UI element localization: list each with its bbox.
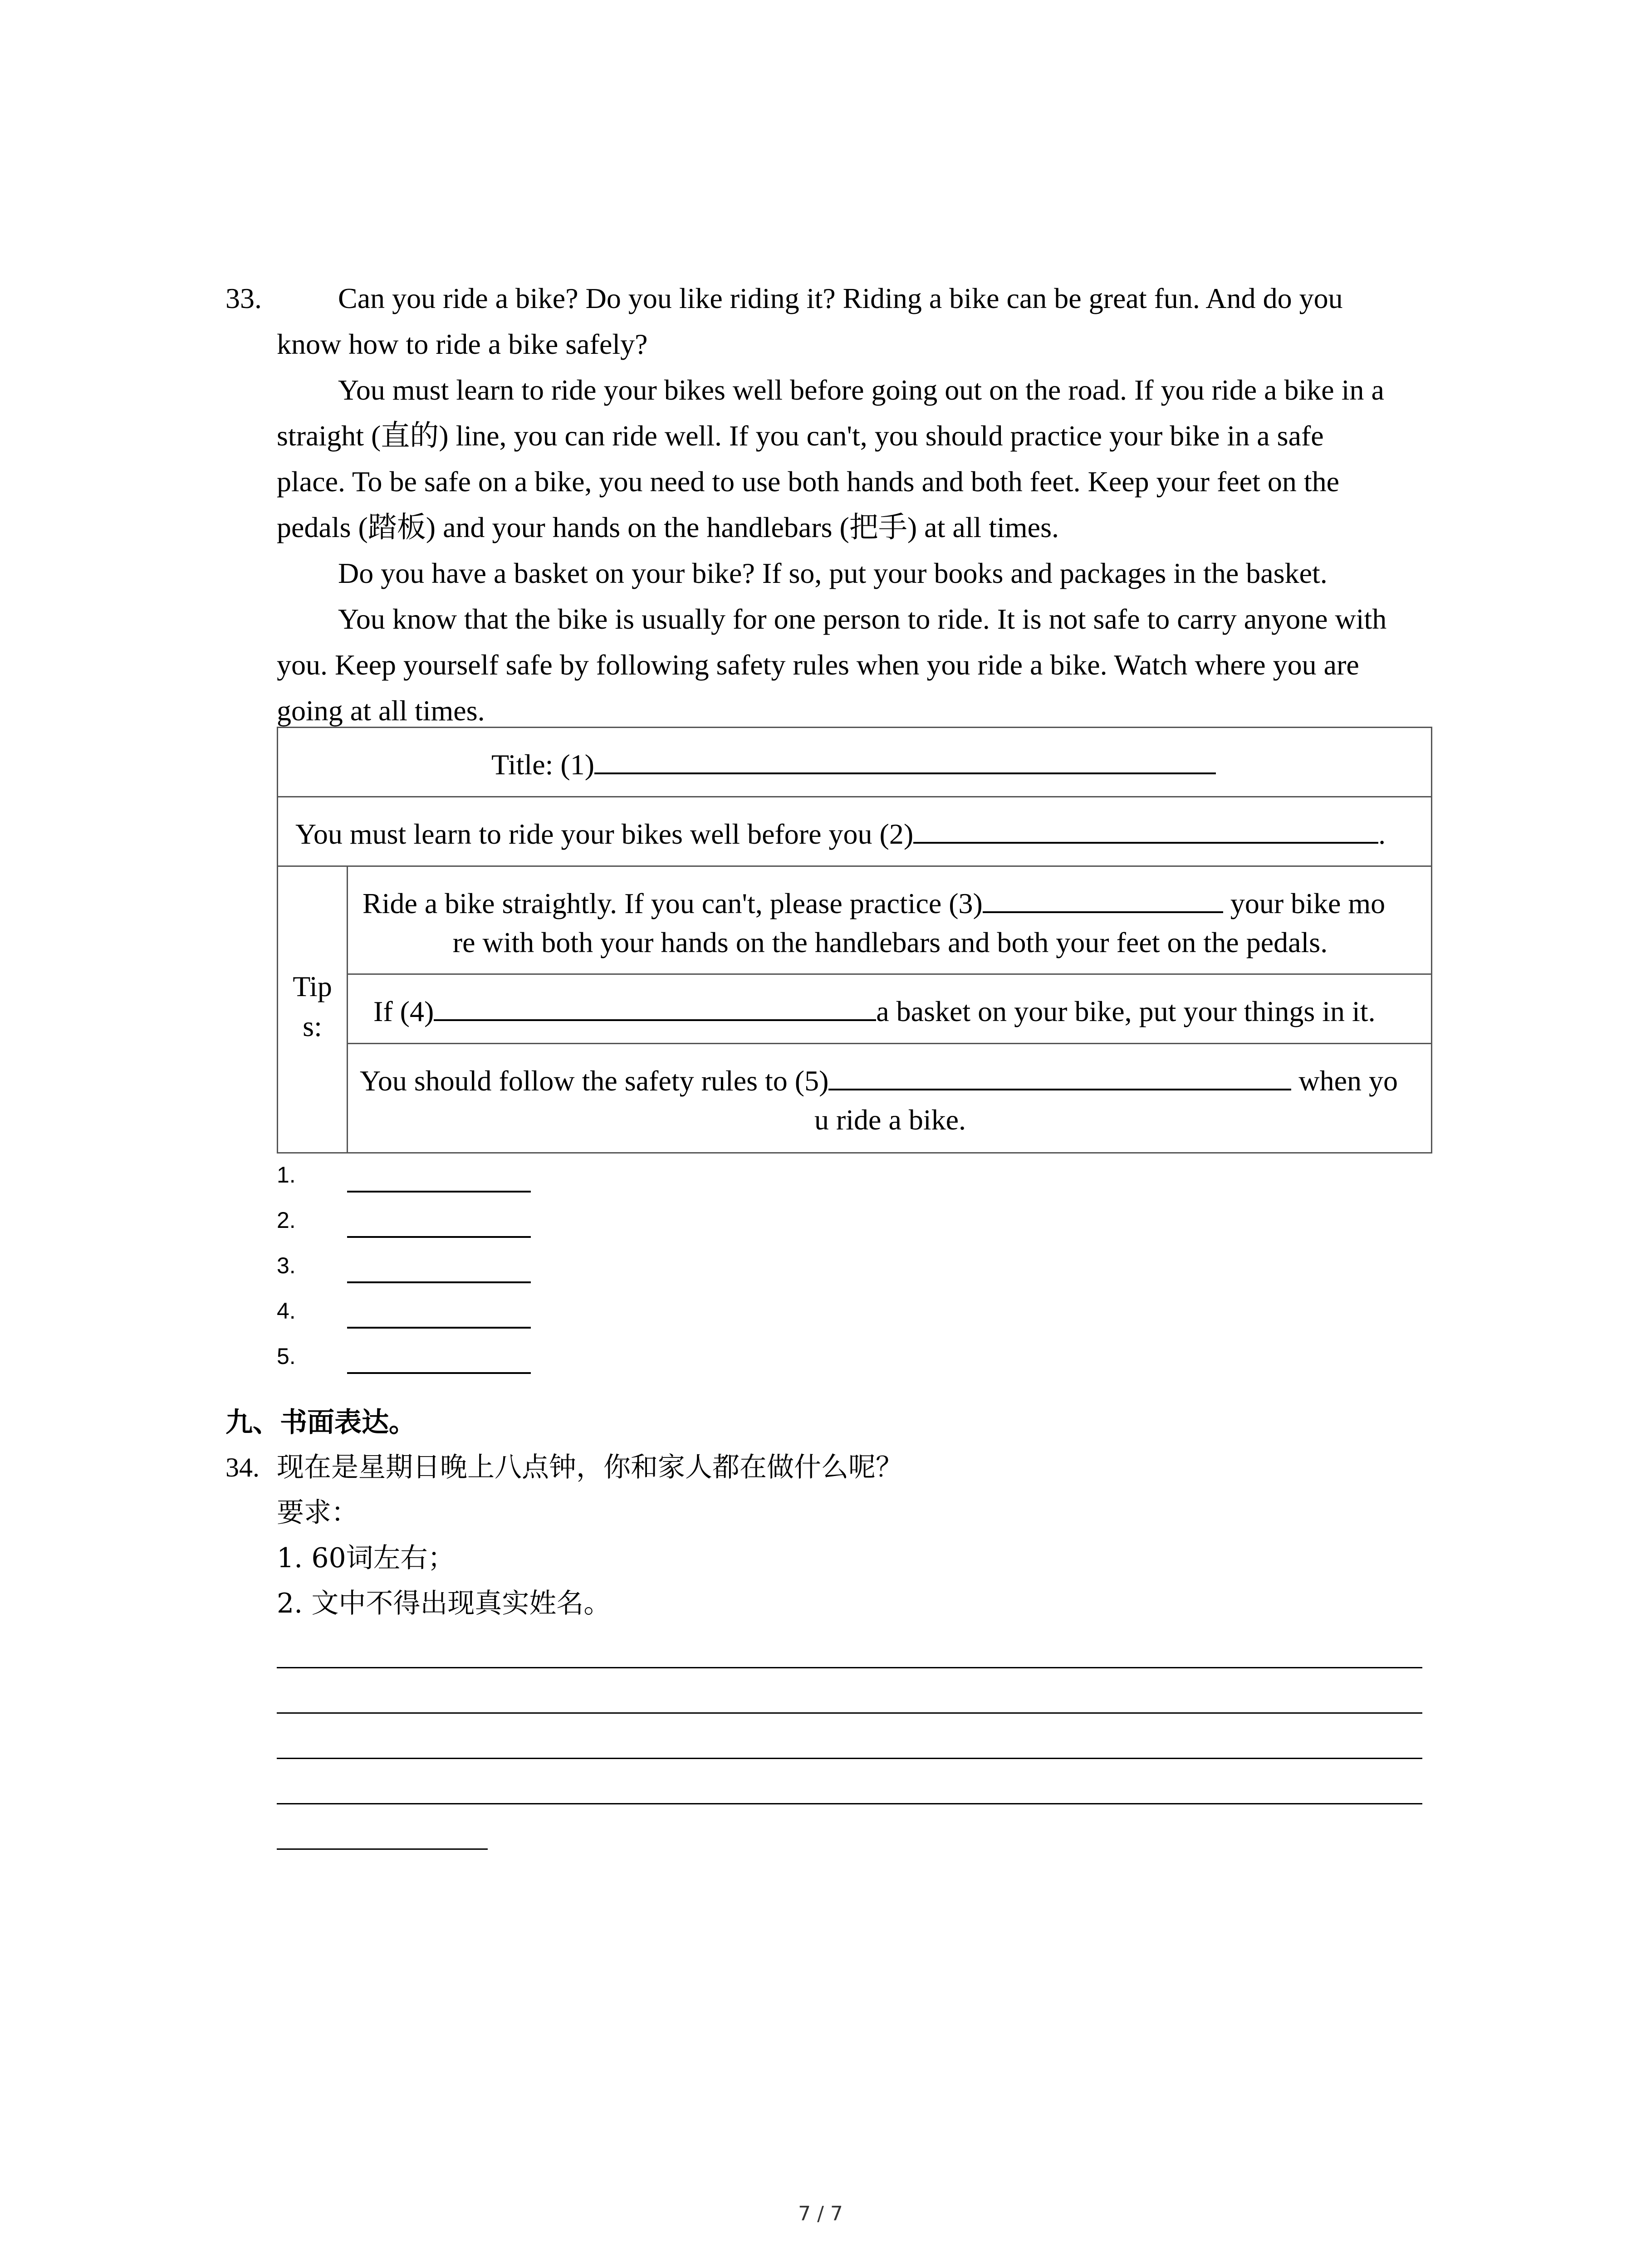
writing-line-5[interactable] — [277, 1848, 488, 1850]
answer-line-4[interactable] — [347, 1327, 531, 1329]
tip1-line2: re with both your hands on the handlebars and both your feet on the pedals. — [452, 926, 1328, 958]
blank-4[interactable] — [434, 992, 876, 1021]
answer-number: 4. — [277, 1298, 296, 1324]
passage-line: pedals (踏板) and your hands on the handlebars (把手) at all times. — [277, 511, 1059, 543]
question-number-34: 34. — [225, 1452, 260, 1482]
answer-number: 1. — [277, 1162, 296, 1188]
passage — [277, 275, 1456, 733]
passage-line: know how to ride a bike safely? — [277, 328, 648, 360]
answer-line-1[interactable] — [347, 1191, 531, 1193]
passage-line: You must learn to ride your bikes well before going out on the road. If you ride a bike in a — [338, 374, 1384, 406]
writing-line-3[interactable] — [277, 1758, 1422, 1759]
tip2-text-end: a basket on your bike, put your things in it. — [876, 995, 1376, 1027]
row2-cell — [295, 815, 1386, 854]
question-number-33: 33. — [225, 282, 262, 314]
blank-3[interactable] — [983, 884, 1223, 913]
passage-line: straight (直的) line, you can ride well. If you can't, you should practice your bike in a safe — [277, 420, 1324, 452]
tips-column — [278, 867, 348, 1152]
requirement-2: 2. 文中不得出现真实姓名。 — [277, 1588, 611, 1619]
tips-label-line: Tip — [293, 970, 332, 1002]
requirement-1: 1. 60词左右； — [277, 1542, 455, 1574]
tip1-text: Ride a bike straightly. If you can't, please practice (3) — [362, 887, 983, 919]
writing-line-4[interactable] — [277, 1803, 1422, 1804]
tip3-line2: u ride a bike. — [814, 1104, 966, 1136]
tip-row-2 — [348, 975, 1431, 1044]
passage-line: Do you have a basket on your bike? If so, put your books and packages in the basket. — [338, 557, 1327, 589]
tip3-line1 — [360, 1061, 1398, 1100]
passage-line: going at all times. — [277, 694, 485, 727]
passage-line: you. Keep yourself safe by following safety rules when you ride a bike. Watch where you are — [277, 649, 1359, 681]
tip1-line1 — [362, 884, 1385, 923]
q34-prompt: 现在是星期日晚上八点钟，你和家人都在做什么呢？ — [277, 1452, 903, 1483]
requirements-label: 要求： — [277, 1497, 358, 1529]
page-number: 7 / 7 — [798, 2202, 843, 2225]
table-row-title — [278, 728, 1431, 797]
answer-number: 2. — [277, 1207, 296, 1233]
title-label: Title: (1) — [491, 748, 594, 781]
blank-2[interactable] — [913, 815, 1378, 844]
summary-table — [277, 727, 1432, 1154]
tips-label-line: s: — [303, 1010, 322, 1042]
blank-5[interactable] — [828, 1061, 1291, 1090]
row2-period: . — [1378, 818, 1386, 850]
row2-text: You must learn to ride your bikes well before you (2) — [295, 818, 914, 850]
tip3-text: You should follow the safety rules to (5) — [360, 1065, 829, 1097]
tip-row-3 — [348, 1044, 1431, 1152]
passage-line: place. To be safe on a bike, you need to use both hands and both feet. Keep your feet on the — [277, 465, 1340, 498]
blank-1[interactable] — [594, 745, 1216, 774]
tip1-text-end: your bike mo — [1223, 887, 1386, 919]
answer-line-2[interactable] — [347, 1236, 531, 1238]
writing-line-2[interactable] — [277, 1712, 1422, 1714]
answer-number: 3. — [277, 1253, 296, 1278]
passage-line: Can you ride a bike? Do you like riding it? Riding a bike can be great fun. And do you — [338, 282, 1343, 314]
section-heading: 九、书面表达。 — [225, 1407, 416, 1438]
writing-line-1[interactable] — [277, 1667, 1422, 1668]
answer-number: 5. — [277, 1344, 296, 1369]
tip2-text: If (4) — [373, 995, 434, 1027]
tip-row-1 — [348, 867, 1431, 975]
tip3-text-end: when yo — [1291, 1065, 1398, 1097]
tips-label — [278, 967, 347, 1046]
answer-line-3[interactable] — [347, 1281, 531, 1283]
tip2-line — [373, 992, 1376, 1031]
table-row-2 — [278, 797, 1431, 867]
passage-line: You know that the bike is usually for one person to ride. It is not safe to carry anyone with — [338, 603, 1387, 635]
title-cell — [491, 745, 1216, 784]
answer-line-5[interactable] — [347, 1372, 531, 1374]
